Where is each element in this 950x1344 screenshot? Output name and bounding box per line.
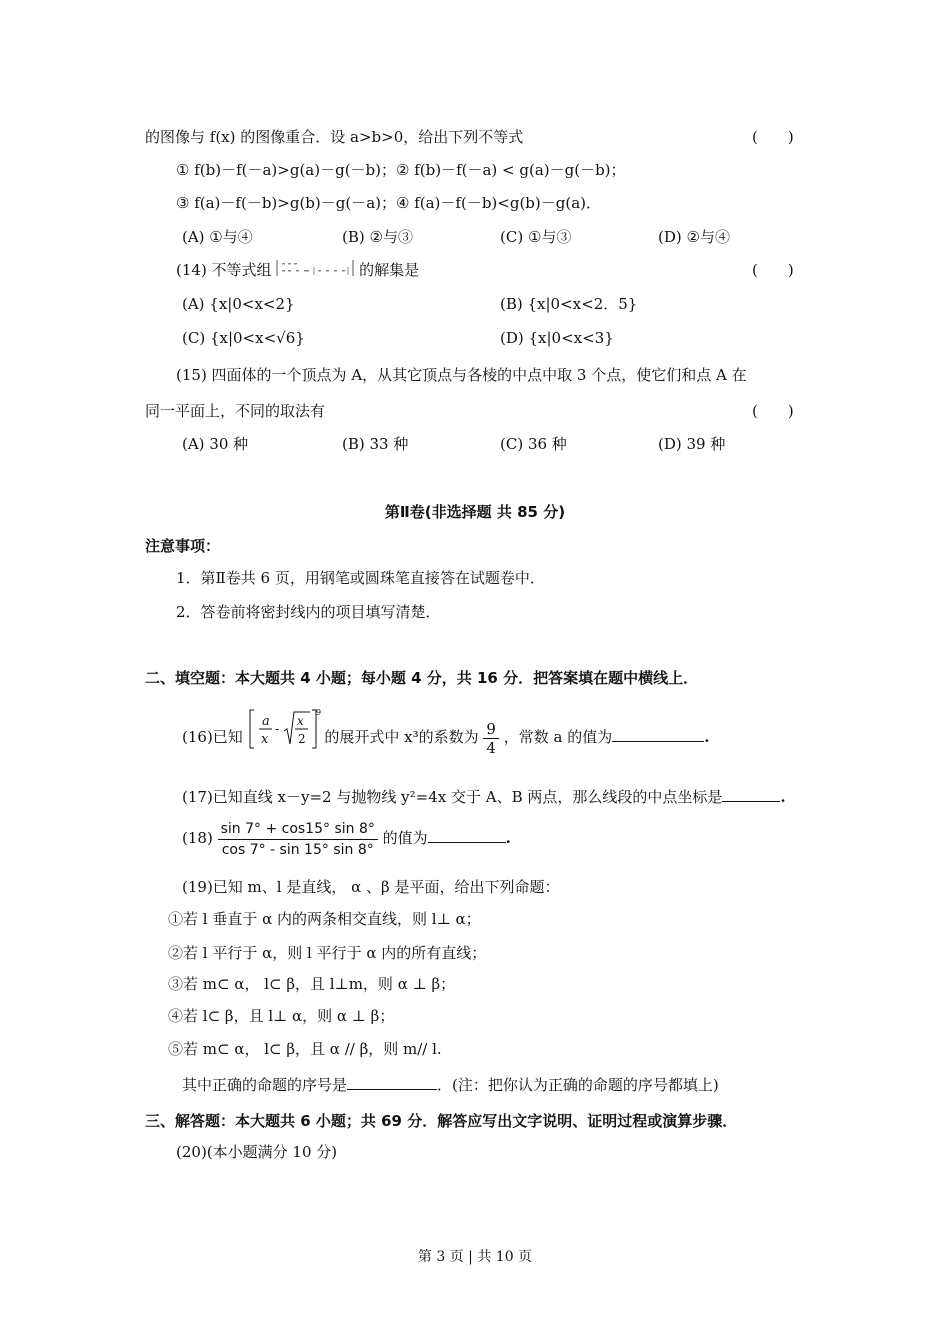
- svg-text:2: 2: [297, 732, 306, 746]
- q19-stem: (19)已知 m、l 是直线， α 、β 是平面，给出下列命题：: [182, 878, 560, 896]
- page-footer: 第 3 页 | 共 10 页: [417, 1249, 533, 1265]
- q19-proposition-1: ①若 l 垂直于 α 内的两条相交直线，则 l⊥ α；: [168, 910, 481, 928]
- q13-stem: 的图像与 f(x) 的图像重合．设 a>b>0，给出下列不等式: [145, 128, 524, 146]
- q13-inequalities-2: ③ f(a)－f(－b)>g(b)－g(－a)；④ f(a)－f(－b)<g(b)－g(a)．: [176, 194, 601, 212]
- svg-text:a: a: [261, 714, 270, 729]
- svg-text:x: x: [296, 714, 304, 728]
- q13-option-b: (B) ②与③: [342, 228, 413, 246]
- q16-binomial-expression: [248, 706, 320, 770]
- q20-heading: (20)(本小题满分 10 分): [176, 1143, 338, 1161]
- fraction-numerator: sin 7° + cos15° sin 8°: [218, 819, 378, 840]
- svg-text:-: -: [274, 722, 279, 737]
- q19-proposition-5: ⑤若 m⊂ α， l⊂ β，且 α // β，则 m// l.: [168, 1040, 442, 1058]
- q16-suffix: ，常数 a 的值为: [503, 728, 613, 746]
- q15-option-d: (D) 39 种: [658, 435, 726, 453]
- q16-middle-text: 的展开式中 x³的系数为: [324, 728, 479, 746]
- q18-prefix: (18): [182, 829, 213, 847]
- q13-inequalities-1: ① f(b)－f(－a)>g(a)－g(－b)；② f(b)－f(－a) < g(a)－g(－b)；: [176, 161, 626, 179]
- q13-option-a: (A) ①与④: [182, 228, 253, 246]
- q14-answer-paren: ( ): [752, 261, 794, 279]
- q18-trig-fraction: [218, 819, 378, 860]
- fraction-numerator: 9: [483, 720, 499, 739]
- q19-proposition-3: ③若 m⊂ α， l⊂ β，且 l⊥m，则 α ⊥ β；: [168, 975, 456, 993]
- q18-answer-blank[interactable]: [428, 826, 506, 843]
- q16-answer-blank[interactable]: [612, 725, 704, 742]
- q13-answer-paren: ( ): [752, 128, 794, 146]
- q15-option-c: (C) 36 种: [500, 435, 567, 453]
- q15-line-1: (15) 四面体的一个顶点为 A，从其它顶点与各棱的中点中取 3 个点，使它们和点 A 在: [176, 366, 747, 384]
- q19-answer-prefix: 其中正确的命题的序号是: [182, 1076, 348, 1094]
- q13-option-c: (C) ①与③: [500, 228, 572, 246]
- fraction-denominator: 4: [486, 738, 496, 757]
- q19-proposition-4: ④若 l⊂ β，且 l⊥ α，则 α ⊥ β；: [168, 1007, 395, 1025]
- q15-option-b: (B) 33 种: [342, 435, 409, 453]
- part-2-title: 第Ⅱ卷(非选择题 共 85 分): [384, 503, 566, 521]
- q15-answer-paren: ( ): [752, 402, 794, 420]
- q17-text: (17)已知直线 x－y=2 与抛物线 y²=4x 交于 A、B 两点，那么线段的中点坐标是: [182, 788, 723, 806]
- q19-answer-suffix: ．(注：把你认为正确的命题的序号都填上): [437, 1076, 719, 1094]
- q18-suffix: 的值为: [382, 829, 428, 847]
- section-2-title: 二、填空题：本大题共 4 小题；每小题 4 分，共 16 分．把答案填在题中横线上．: [145, 669, 699, 687]
- section-3-title: 三、解答题：本大题共 6 小题；共 69 分．解答应写出文字说明、证明过程或演算步骤．: [145, 1112, 738, 1130]
- q16-prefix: (16)已知: [182, 728, 243, 746]
- q19-answer-blank[interactable]: [347, 1073, 437, 1090]
- svg-text:9: 9: [315, 708, 321, 717]
- q17: (17)已知直线 x－y=2 与抛物线 y²=4x 交于 A、B 两点，那么线段的中点坐标是 .: [182, 785, 786, 808]
- inequality-system-image: [276, 259, 354, 283]
- q14-option-d: (D) {x|0<x<3}: [500, 329, 614, 347]
- q16: (16)已知 a x - x 2 9 的展开式中 x³的系数为 $\frac{9}{4}$ ，常数 a 的值为 .: [182, 706, 709, 770]
- q14-option-a: (A) {x|0<x<2}: [182, 295, 295, 313]
- q14-option-c: (C) {x|0<x<√6}: [182, 329, 305, 347]
- fraction-denominator: cos 7° - sin 15° sin 8°: [221, 841, 374, 858]
- note-1: 1．第Ⅱ卷共 6 页，用钢笔或圆珠笔直接答在试题卷中．: [176, 569, 545, 587]
- q18: (18) $\frac{\sin 7^\circ + \cos 15^\circ \sin 8^\circ}{\cos 7^\circ - \sin 15^\circ \sin 8^\circ}$ 的值为 .: [182, 820, 511, 858]
- q14-option-b: (B) {x|0<x<2．5}: [500, 295, 638, 313]
- q15-line-2: 同一平面上，不同的取法有: [145, 402, 326, 420]
- q14-prefix: (14) 不等式组: [176, 261, 272, 279]
- note-2: 2．答卷前将密封线内的项目填写清楚．: [176, 603, 441, 621]
- q14-stem: [176, 259, 419, 283]
- q15-option-a: (A) 30 种: [182, 435, 249, 453]
- svg-text:x: x: [260, 732, 268, 747]
- q19-proposition-2: ②若 l 平行于 α，则 l 平行于 α 内的所有直线；: [168, 944, 487, 962]
- q19-answer-line: [182, 1073, 719, 1096]
- notes-title: 注意事项：: [145, 537, 221, 555]
- q17-answer-blank[interactable]: [722, 785, 780, 802]
- q14-suffix: 的解集是: [359, 261, 420, 279]
- q16-coefficient-fraction: [483, 720, 499, 757]
- q13-option-d: (D) ②与④: [658, 228, 730, 246]
